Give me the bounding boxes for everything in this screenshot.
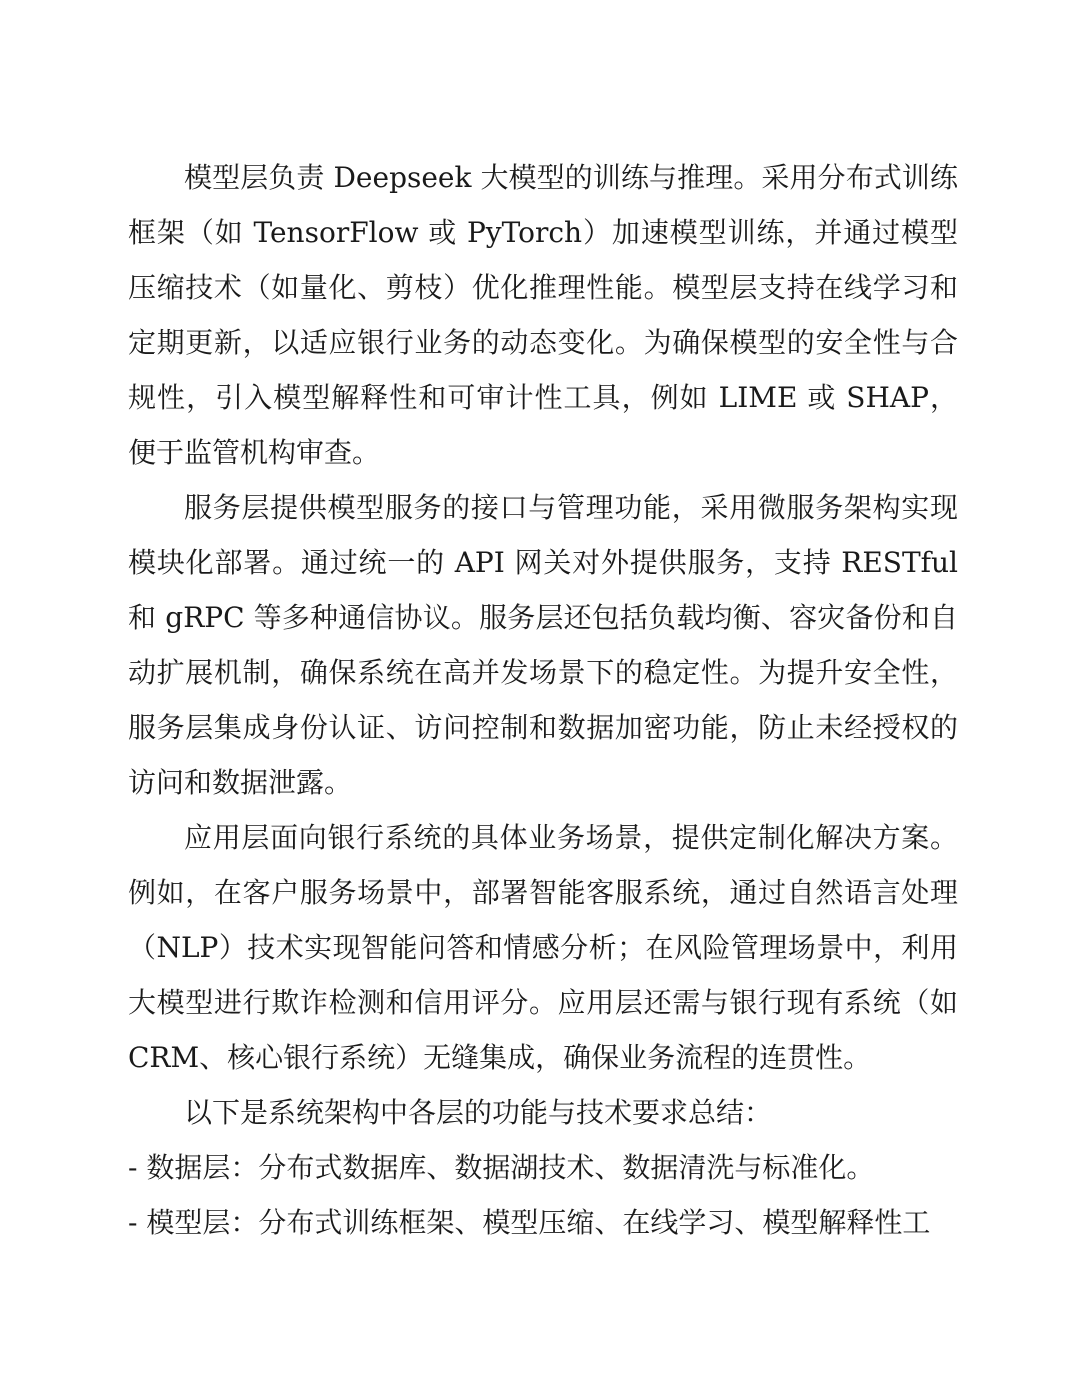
paragraph-service-layer: 服务层提供模型服务的接口与管理功能，采用微服务架构实现模块化部署。通过统一的 API 网关对外提供服务，支持 RESTful 和 gRPC 等多种通信协议。服务层还包括负载均衡、容灾备份和自动扩展机制，确保系统在高并发场景下的稳定性。为提升安全性，服务层集成身份认证、访问控制和数据加密功能，防止未经授权的访问和数据泄露。 xyxy=(128,491,958,799)
document-body xyxy=(128,150,958,1250)
paragraph-model-layer: 模型层负责 Deepseek 大模型的训练与推理。采用分布式训练框架（如 TensorFlow 或 PyTorch）加速模型训练，并通过模型压缩技术（如量化、剪枝）优化推理性能。模型层支持在线学习和定期更新，以适应银行业务的动态变化。为确保模型的安全性与合规性，引入模型解释性和可审计性工具，例如 LIME 或 SHAP，便于监管机构审查。 xyxy=(128,161,958,469)
paragraph-application-layer: 应用层面向银行系统的具体业务场景，提供定制化解决方案。例如，在客户服务场景中，部署智能客服系统，通过自然语言处理（NLP）技术实现智能问答和情感分析；在风险管理场景中，利用大模型进行欺诈检测和信用评分。应用层还需与银行现有系统（如 CRM、核心银行系统）无缝集成，确保业务流程的连贯性。 xyxy=(128,821,958,1074)
paragraph-summary-intro: 以下是系统架构中各层的功能与技术要求总结： xyxy=(184,1096,773,1129)
list-item-model-layer: - 模型层：分布式训练框架、模型压缩、在线学习、模型解释性工 xyxy=(128,1206,931,1239)
list-item-data-layer: - 数据层：分布式数据库、数据湖技术、数据清洗与标准化。 xyxy=(128,1151,875,1184)
